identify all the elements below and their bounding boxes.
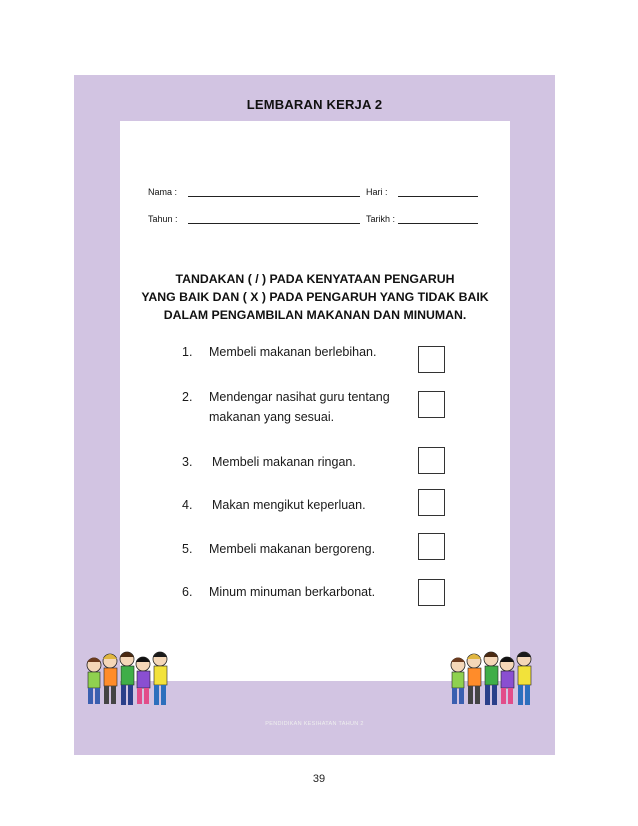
tarikh-line[interactable]: [398, 223, 478, 224]
answer-box[interactable]: [418, 579, 445, 606]
hari-label: Hari :: [366, 187, 388, 197]
item-text: Mendengar nasihat guru tentang: [209, 390, 390, 404]
worksheet-title: LEMBARAN KERJA 2: [246, 97, 383, 112]
child-figure: [153, 652, 167, 705]
item-text: makanan yang sesuai.: [209, 410, 335, 424]
hari-line[interactable]: [398, 196, 478, 197]
child-figure: [103, 654, 117, 704]
item-number: 2.: [182, 390, 193, 404]
children-illustration-left: [80, 649, 184, 713]
child-figure: [87, 658, 101, 705]
child-figure: [120, 652, 134, 705]
tahun-line[interactable]: [188, 223, 360, 224]
worksheet-paper: [120, 121, 510, 681]
answer-box[interactable]: [418, 489, 445, 516]
answer-box[interactable]: [418, 533, 445, 560]
item-text: Membeli makanan ringan.: [212, 455, 356, 469]
child-figure: [467, 654, 481, 704]
item-text: Minum minuman berkarbonat.: [209, 585, 376, 599]
item-number: 1.: [182, 345, 193, 359]
nama-line[interactable]: [188, 196, 360, 197]
children-illustration-right: [444, 649, 548, 713]
item-number: 6.: [182, 585, 193, 599]
tarikh-label: Tarikh :: [366, 214, 396, 224]
child-figure: [517, 652, 531, 705]
nama-label: Nama :: [148, 187, 178, 197]
worksheet-footer: PENDIDIKAN KESIHATAN TAHUN 2: [265, 721, 364, 727]
instruction-line: YANG BAIK DAN ( X ) PADA PENGARUH YANG TIDAK BAIK: [141, 290, 489, 304]
tahun-label: Tahun :: [148, 214, 178, 224]
child-figure: [451, 658, 465, 705]
item-number: 3.: [182, 455, 193, 469]
answer-box[interactable]: [418, 447, 445, 474]
child-figure: [500, 657, 514, 704]
item-text: Membeli makanan bergoreng.: [209, 542, 376, 556]
item-text: Makan mengikut keperluan.: [212, 498, 366, 512]
child-figure: [484, 652, 498, 705]
item-text: Membeli makanan berlebihan.: [209, 345, 377, 359]
child-figure: [136, 657, 150, 704]
answer-box[interactable]: [418, 346, 445, 373]
instruction-line: TANDAKAN ( / ) PADA KENYATAAN PENGARUH: [175, 272, 455, 286]
item-number: 5.: [182, 542, 193, 556]
page-number: 39: [312, 773, 326, 785]
instruction: [120, 270, 510, 324]
answer-box[interactable]: [418, 391, 445, 418]
instruction-line: DALAM PENGAMBILAN MAKANAN DAN MINUMAN.: [163, 308, 467, 322]
item-number: 4.: [182, 498, 193, 512]
worksheet-frame: [74, 75, 555, 755]
